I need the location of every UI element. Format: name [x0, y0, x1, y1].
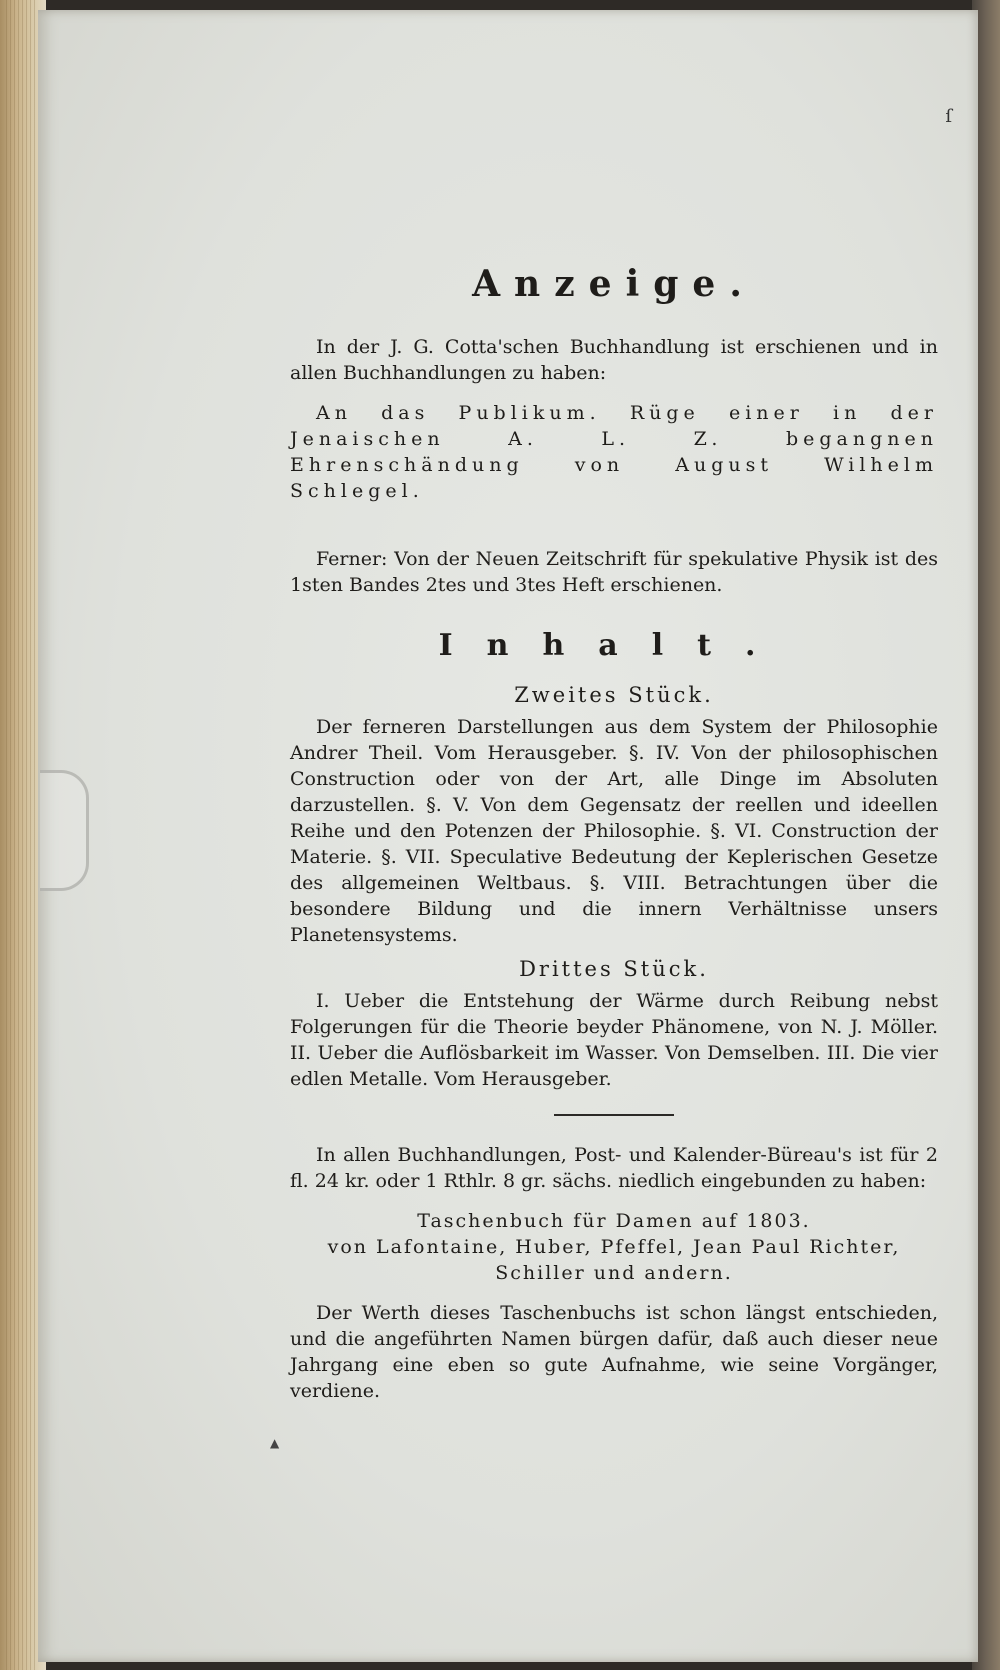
drittes-stueck-contents: I. Ueber die Entstehung der Wärme durch Reibung nebst Folgerungen für die Theorie beyder Phänomene, von N. J. Möller. II. Ueber die Auflösbarkeit im Wasser. Von Demselben. III. Die vier edlen Metalle. Vom Herausgeber. — [290, 990, 938, 1090]
paper-clip-impression — [40, 770, 89, 891]
taschenbuch-authors: von Lafontaine, Huber, Pfeffel, Jean Paul Richter, Schiller und andern. — [327, 1236, 901, 1284]
page-content — [290, 262, 938, 1404]
taschenbuch-note: Der Werth dieses Taschenbuchs ist schon längst entschieden, und die angeführten Namen bürgen dafür, daß auch dieser neue Jahrgang eine eben so gute Aufnahme, wie seine Vorgänger, verdiene. — [290, 1302, 938, 1402]
cotta-intro-text: In der J. G. Cotta'schen Buchhandlung ist erschienen und in allen Buchhandlungen zu haben: — [290, 336, 938, 384]
taschenbuch-intro: In allen Buchhandlungen, Post- und Kalender-Büreau's ist für 2 fl. 24 kr. oder 1 Rthlr. 8 gr. sächs. niedlich eingebunden zu haben: — [290, 1144, 938, 1192]
zweites-stueck-contents: Der ferneren Darstellungen aus dem System der Philosophie Andrer Theil. Vom Herausgeber. §. IV. Von der philosophischen Construction oder von der Art, alle Dinge im Absoluten darzustellen. §. V. Von dem Gegensatz der reellen und ideellen Reihe und den Potenzen der Philosophie. §. VI. Construction der Materie. §. VII. Speculative Bedeutung der Keplerischen Gesetze des allgemeinen Weltbaus. §. VIII. Betrachtungen über die besondere Bildung und die innern Verhältnisse unsers Planetensystems. — [290, 716, 938, 946]
page-title: Anzeige. — [472, 263, 756, 305]
printer-mark: ▲ — [270, 1436, 280, 1450]
taschenbuch-title: Taschenbuch für Damen auf 1803. — [417, 1210, 811, 1232]
publikum-announcement: An das Publikum. Rüge einer in der Jenaischen A. L. Z. begangnen Ehrenschändung von August Wilhelm Schlegel. — [290, 402, 938, 502]
contents-title: Inhalt. — [438, 628, 790, 663]
drittes-stueck-heading: Drittes Stück. — [519, 957, 709, 981]
zeitschrift-announcement: Ferner: Von der Neuen Zeitschrift für spekulative Physik ist des 1sten Bandes 2tes und 3tes Heft erschienen. — [290, 548, 938, 596]
section-divider — [554, 1114, 674, 1116]
zweites-stueck-heading: Zweites Stück. — [514, 683, 714, 707]
margin-mark: ſ — [945, 106, 952, 127]
page-edge-lines — [6, 0, 36, 1670]
